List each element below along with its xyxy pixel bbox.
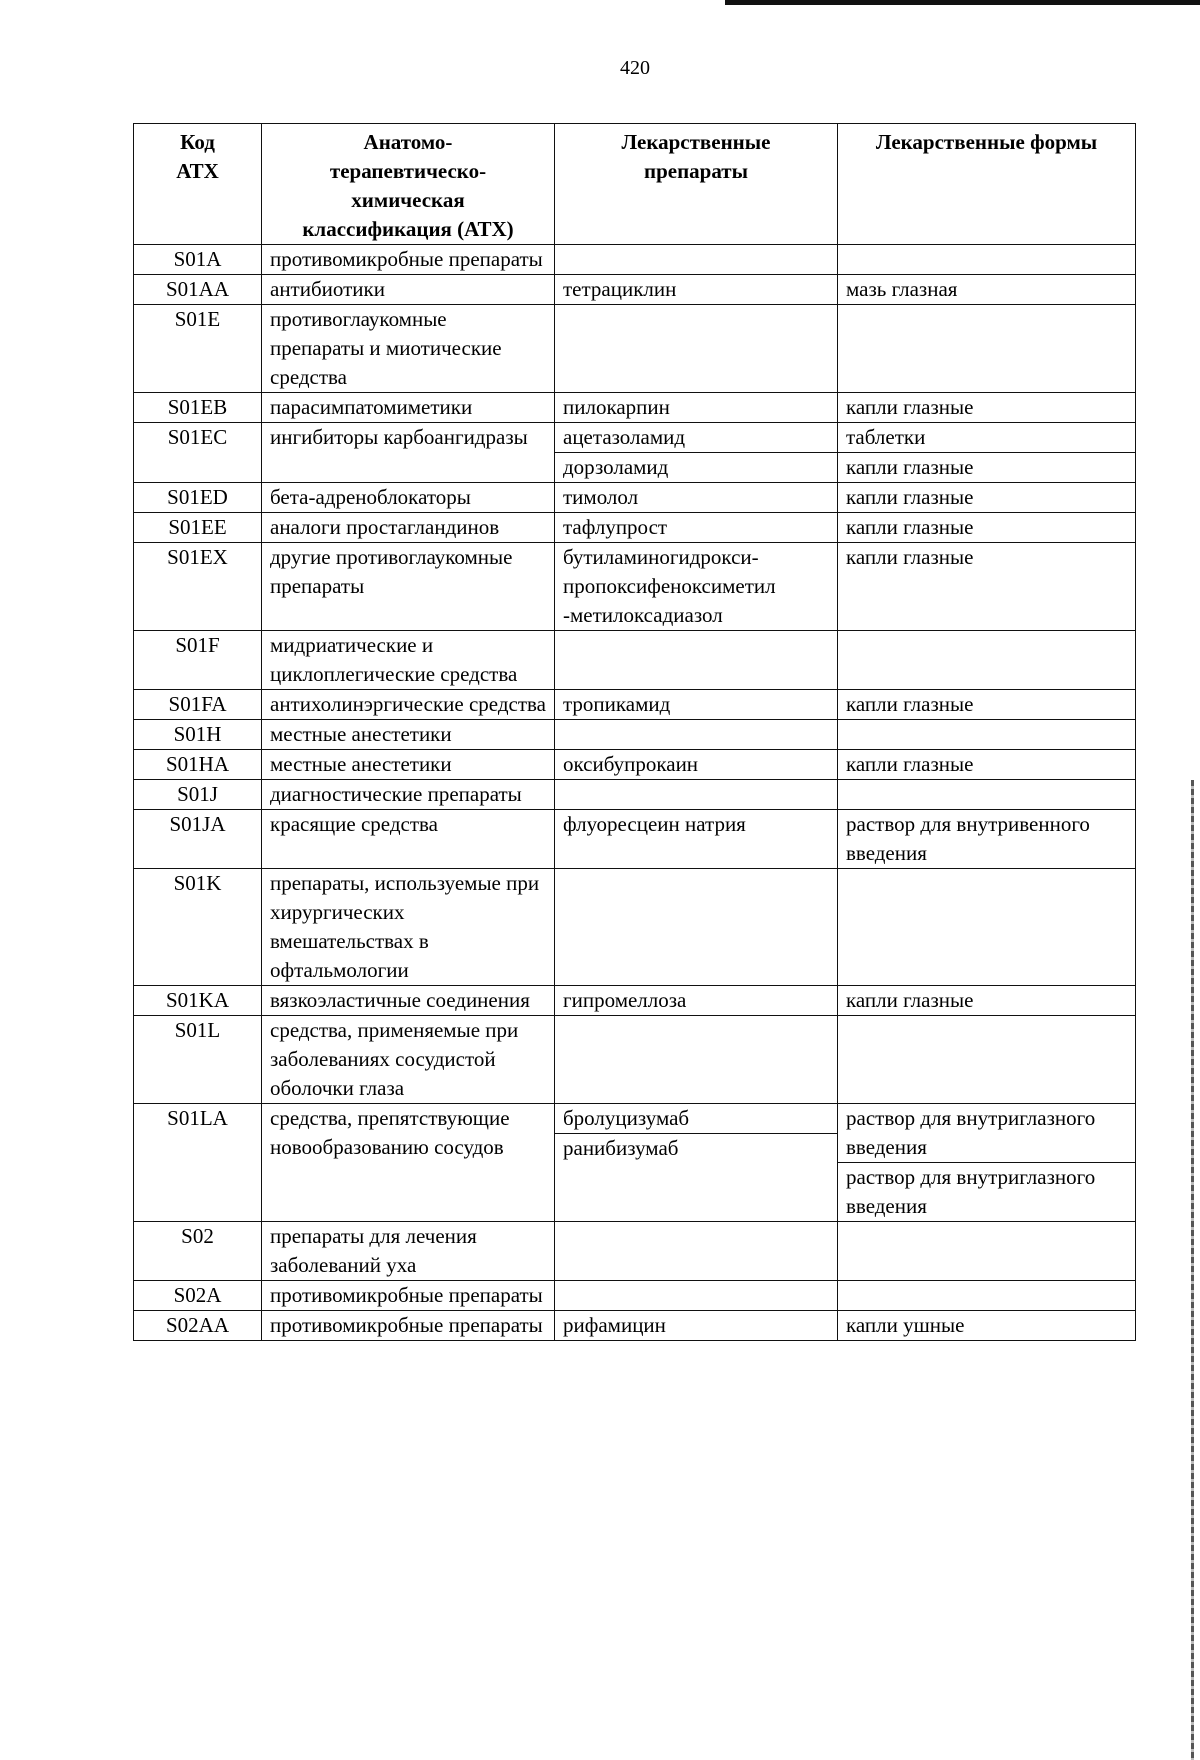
dosage-form: капли глазные [846, 545, 974, 569]
drug-cell [555, 513, 838, 543]
dosage-form: раствор для внутриглазного введения [838, 1104, 1135, 1163]
drug-cell [555, 1016, 838, 1104]
form-cell [838, 690, 1136, 720]
dosage-form: таблетки [838, 423, 1135, 453]
classification-cell: противоглаукомные препараты и миотические средства [262, 305, 555, 393]
drug-cell [555, 1281, 838, 1311]
atc-code-cell: S01E [134, 305, 262, 393]
atc-code-cell: S01KA [134, 986, 262, 1016]
drug-cell [555, 986, 838, 1016]
atc-code-cell: S01JA [134, 810, 262, 869]
form-cell [838, 1281, 1136, 1311]
form-cell [838, 1104, 1136, 1222]
atc-code-cell: S01EX [134, 543, 262, 631]
classification-cell: антихолинэргические средства [262, 690, 555, 720]
classification-cell: местные анестетики [262, 720, 555, 750]
drug-name: ацетазоламид [555, 423, 837, 453]
drug-cell [555, 245, 838, 275]
table-row [134, 305, 1136, 393]
drug-name: тимолол [563, 485, 639, 509]
scan-top-bar [725, 0, 1200, 5]
atc-code-cell: S01F [134, 631, 262, 690]
drug-cell [555, 780, 838, 810]
classification-cell: мидриатические и циклоплегические средства [262, 631, 555, 690]
atc-code-cell: S01A [134, 245, 262, 275]
atc-code-cell: S01HA [134, 750, 262, 780]
table-row [134, 1104, 1136, 1222]
drug-name: тафлупрост [563, 515, 668, 539]
table-row [134, 393, 1136, 423]
table-row [134, 1281, 1136, 1311]
table-body [134, 245, 1136, 1341]
atc-code-cell: S02AA [134, 1311, 262, 1341]
drug-name: пилокарпин [563, 395, 670, 419]
table-row [134, 810, 1136, 869]
drug-cell [555, 720, 838, 750]
drug-name: рифамицин [563, 1313, 666, 1337]
atc-code-cell: S01EE [134, 513, 262, 543]
classification-cell: противомикробные препараты [262, 245, 555, 275]
classification-cell: красящие средства [262, 810, 555, 869]
table-row [134, 720, 1136, 750]
drug-name: тетрациклин [563, 277, 677, 301]
drug-cell [555, 1311, 838, 1341]
classification-cell: препараты для лечения заболеваний уха [262, 1222, 555, 1281]
drug-name: дорзоламид [563, 455, 669, 479]
table-row [134, 245, 1136, 275]
table-row [134, 869, 1136, 986]
atc-code-cell: S01AA [134, 275, 262, 305]
form-cell [838, 631, 1136, 690]
drug-name: ранибизумаб [563, 1136, 679, 1160]
table-row [134, 483, 1136, 513]
table-row [134, 750, 1136, 780]
form-cell [838, 393, 1136, 423]
drug-cell [555, 423, 838, 483]
form-cell [838, 245, 1136, 275]
drug-name: флуоресцеин натрия [563, 812, 746, 836]
table-row [134, 1016, 1136, 1104]
classification-cell: ингибиторы карбоангидразы [262, 423, 555, 483]
atc-code-cell: S01EC [134, 423, 262, 483]
drug-cell [555, 305, 838, 393]
atc-code-cell: S02 [134, 1222, 262, 1281]
form-cell [838, 1222, 1136, 1281]
classification-cell: аналоги простагландинов [262, 513, 555, 543]
atc-table [133, 123, 1136, 1341]
form-cell [838, 720, 1136, 750]
dosage-form: капли ушные [846, 1313, 965, 1337]
header-drugs: Лекарственные препараты [555, 124, 838, 245]
form-cell [838, 423, 1136, 483]
drug-cell [555, 275, 838, 305]
classification-cell: парасимпатомиметики [262, 393, 555, 423]
table-row [134, 986, 1136, 1016]
atc-code-cell: S01L [134, 1016, 262, 1104]
table-row [134, 513, 1136, 543]
dosage-form: капли глазные [846, 485, 974, 509]
classification-cell: местные анестетики [262, 750, 555, 780]
dosage-form: капли глазные [846, 395, 974, 419]
dosage-form: капли глазные [846, 515, 974, 539]
form-cell [838, 483, 1136, 513]
drug-cell [555, 750, 838, 780]
header-classification: Анатомо- терапевтическо- химическая классификация (АТХ) [262, 124, 555, 245]
dosage-form: мазь глазная [846, 277, 958, 301]
classification-cell: другие противоглаукомные препараты [262, 543, 555, 631]
classification-cell: антибиотики [262, 275, 555, 305]
drug-name: гипромеллоза [563, 988, 687, 1012]
drug-cell [555, 483, 838, 513]
form-cell [838, 750, 1136, 780]
drug-name: оксибупрокаин [563, 752, 699, 776]
form-cell [838, 275, 1136, 305]
atc-code-cell: S01FA [134, 690, 262, 720]
drug-cell [555, 631, 838, 690]
table-header-row [134, 124, 1136, 245]
atc-code-cell: S01ED [134, 483, 262, 513]
page-number: 420 [620, 57, 650, 79]
classification-cell: противомикробные препараты [262, 1311, 555, 1341]
scan-edge-mark [1191, 780, 1194, 1760]
atc-code-cell: S01K [134, 869, 262, 986]
form-cell [838, 869, 1136, 986]
table-row [134, 1222, 1136, 1281]
dosage-form: раствор для внутриглазного введения [846, 1165, 1096, 1218]
atc-code-cell: S01LA [134, 1104, 262, 1222]
drug-cell [555, 543, 838, 631]
table-row [134, 1311, 1136, 1341]
form-cell [838, 986, 1136, 1016]
header-code: Код АТХ [134, 124, 262, 245]
dosage-form: капли глазные [846, 988, 974, 1012]
drug-name: бролуцизумаб [555, 1104, 837, 1134]
header-forms: Лекарственные формы [838, 124, 1136, 245]
form-cell [838, 810, 1136, 869]
form-cell [838, 1016, 1136, 1104]
table-row [134, 631, 1136, 690]
table-row [134, 690, 1136, 720]
classification-cell: препараты, используемые при хирургических вмешательствах в офтальмологии [262, 869, 555, 986]
form-cell [838, 780, 1136, 810]
atc-code-cell: S01EB [134, 393, 262, 423]
form-cell [838, 305, 1136, 393]
classification-cell: вязкоэластичные соединения [262, 986, 555, 1016]
drug-cell [555, 810, 838, 869]
drug-cell [555, 1222, 838, 1281]
dosage-form: капли глазные [846, 692, 974, 716]
classification-cell: средства, применяемые при заболеваниях сосудистой оболочки глаза [262, 1016, 555, 1104]
atc-code-cell: S01H [134, 720, 262, 750]
drug-cell [555, 1104, 838, 1222]
form-cell [838, 513, 1136, 543]
classification-cell: средства, препятствующие новообразованию сосудов [262, 1104, 555, 1222]
table-row [134, 275, 1136, 305]
table-row [134, 543, 1136, 631]
dosage-form: раствор для внутривенного введения [846, 812, 1090, 865]
table-row [134, 780, 1136, 810]
drug-name: тропикамид [563, 692, 671, 716]
drug-name: бутиламиногидрокси- пропоксифеноксиметил -метилоксадиазол [563, 545, 776, 627]
form-cell [838, 543, 1136, 631]
table-row [134, 423, 1136, 483]
atc-code-cell: S01J [134, 780, 262, 810]
drug-cell [555, 393, 838, 423]
classification-cell: бета-адреноблокаторы [262, 483, 555, 513]
classification-cell: противомикробные препараты [262, 1281, 555, 1311]
form-cell [838, 1311, 1136, 1341]
drug-cell [555, 869, 838, 986]
dosage-form: капли глазные [846, 455, 974, 479]
drug-cell [555, 690, 838, 720]
atc-code-cell: S02A [134, 1281, 262, 1311]
dosage-form: капли глазные [846, 752, 974, 776]
classification-cell: диагностические препараты [262, 780, 555, 810]
